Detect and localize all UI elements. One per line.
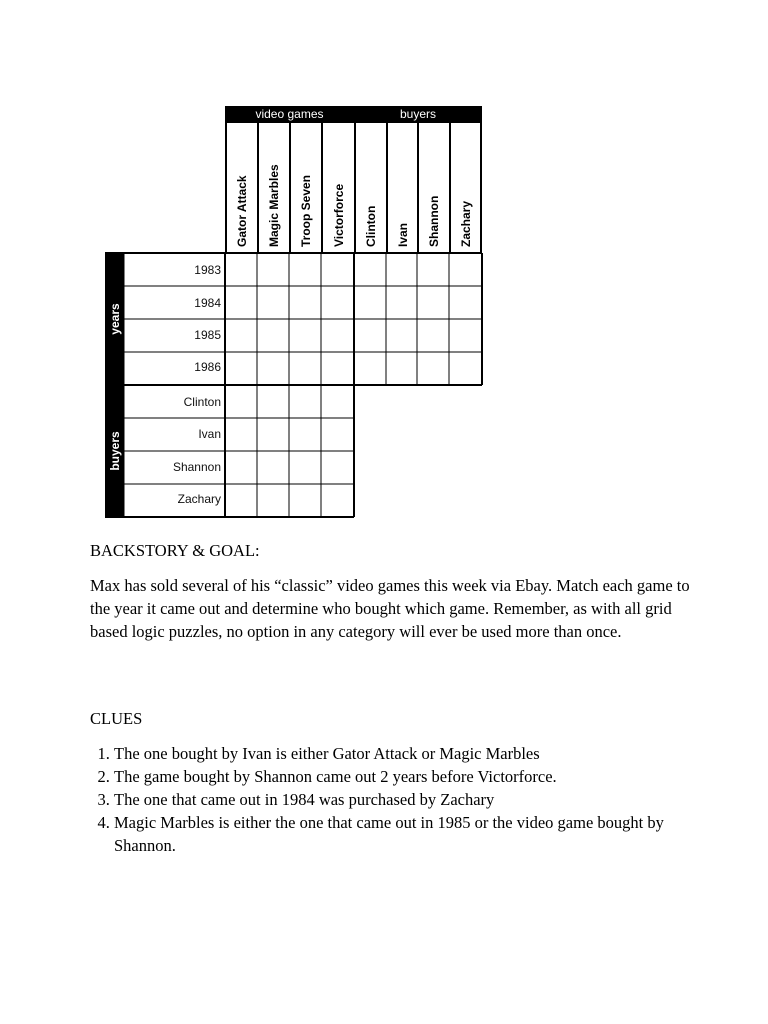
row-label-clinton: Clinton xyxy=(183,395,221,409)
col-label: Shannon xyxy=(427,195,441,247)
col-group-video-games: video games xyxy=(225,106,354,123)
clue-item: 1. The one bought by Ivan is either Gator Attack or Magic Marbles xyxy=(114,742,694,765)
clues-list xyxy=(90,742,694,857)
row-label-shannon: Shannon xyxy=(172,460,221,474)
backstory-text: Max has sold several of his “classic” video games this week via Ebay. Match each game to the year it came out and determine who bought which game. Remember, as with all grid based logic puzzles, no option in any category will ever be used more than once. xyxy=(90,576,690,641)
row-label-zachary: Zachary xyxy=(177,492,221,506)
col-label: Gator Attack xyxy=(235,175,249,247)
row-group-label: years xyxy=(107,303,122,335)
row-label-1983: 1983 xyxy=(194,263,221,277)
clues-heading: CLUES xyxy=(90,709,143,728)
col-label: Zachary xyxy=(458,200,473,247)
row-label-ivan: Ivan xyxy=(198,427,221,441)
clue-item: 3. The one that came out in 1984 was purchased by Zachary xyxy=(114,788,694,811)
col-label: Troop Seven xyxy=(299,174,313,247)
col-label: Ivan xyxy=(395,222,410,247)
row-label-1986: 1986 xyxy=(194,360,221,374)
col-group-buyers: buyers xyxy=(354,106,482,123)
col-label: Clinton xyxy=(364,205,378,247)
col-label: Victorforce xyxy=(331,183,346,247)
clue-item: 2. The game bought by Shannon came out 2 years before Victorforce. xyxy=(114,765,694,788)
row-label-1984: 1984 xyxy=(194,296,221,310)
col-label: Magic Marbles xyxy=(267,164,281,247)
row-label-1985: 1985 xyxy=(194,328,221,342)
backstory-heading: BACKSTORY & GOAL: xyxy=(90,541,260,560)
row-group-label: buyers xyxy=(107,431,122,471)
clue-item: 4. Magic Marbles is either the one that came out in 1985 or the video game bought by Shannon. xyxy=(114,811,694,857)
